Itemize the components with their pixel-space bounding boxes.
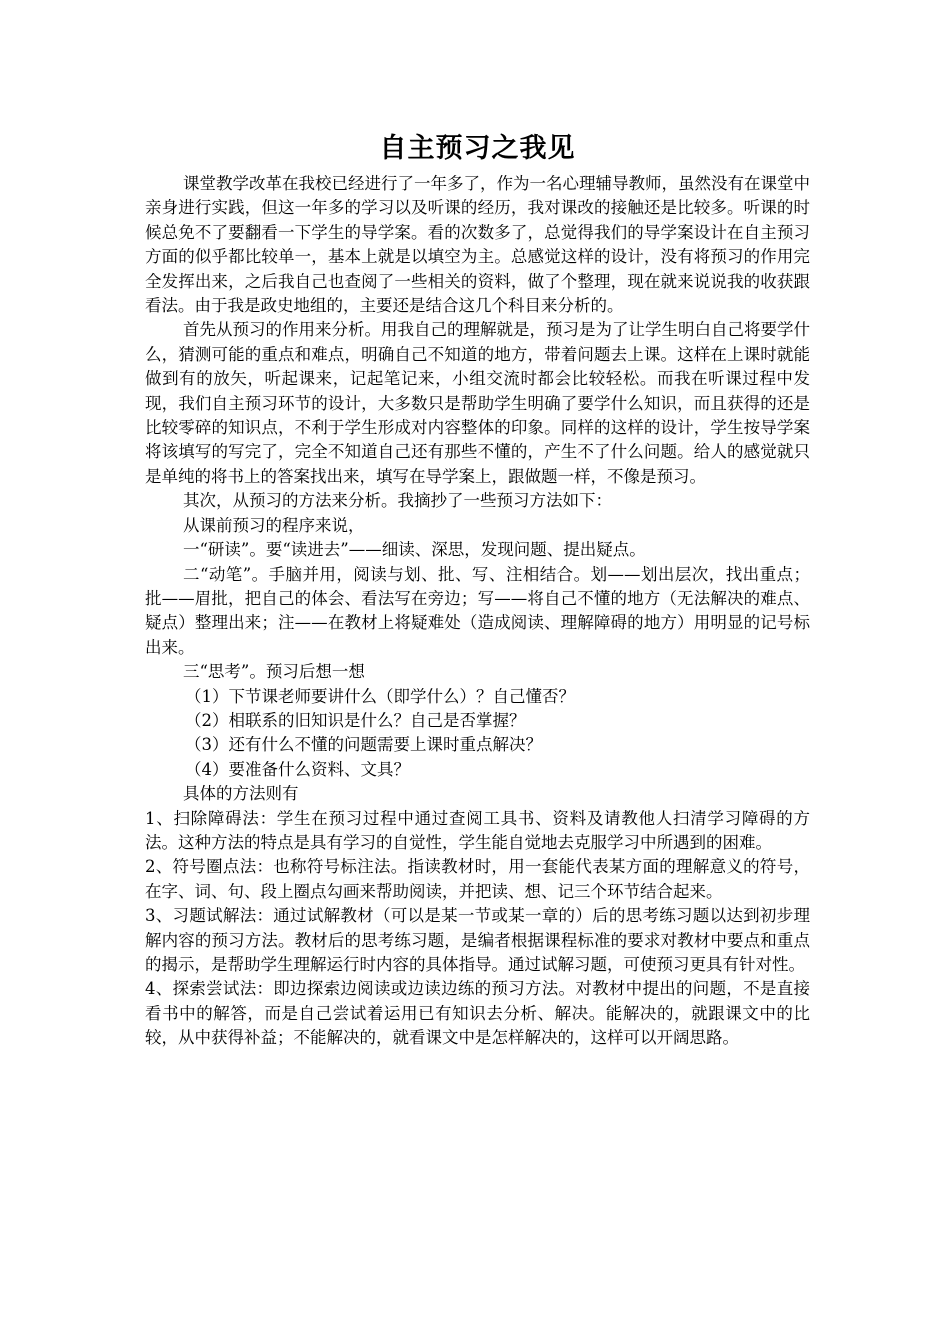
procedure-intro-paragraph: 从课前预习的程序来说， bbox=[183, 515, 365, 535]
step-one-paragraph: 一“研读”。要“读进去”——细读、深思，发现问题、提出疑点。 bbox=[183, 540, 646, 560]
method-item-4: 4、探索尝试法：即边探索边阅读或边读边练的预习方法。对教材中提出的问题，不是直接看书中的解答，而是自己尝试着运用已有知识去分析、解决。能解决的，就跟课文中的比较，从中获得补益；不能解决的，就看课文中是怎样解决的，这样可以开阔思路。 bbox=[145, 979, 810, 1048]
question-item-4: （4）要准备什么资料、文具？ bbox=[185, 759, 410, 779]
step-two-paragraph: 二“动笔”。手脑并用，阅读与划、批、写、注相结合。划——划出层次，找出重点；批——眉批，把自己的体会、看法写在旁边；写——将自己不懂的地方（无法解决的难点、疑点）整理出来；注——在教材上将疑难处（造成阅读、理解障碍的地方）用明显的记号标出来。 bbox=[145, 564, 810, 657]
document-page bbox=[145, 132, 810, 1051]
question-item-1: （1）下节课老师要讲什么（即学什么）？自己懂否？ bbox=[185, 686, 575, 706]
method-intro-paragraph: 其次，从预习的方法来分析。我摘抄了一些预习方法如下： bbox=[183, 491, 612, 511]
method-item-3: 3、习题试解法：通过试解教材（可以是某一节或某一章的）后的思考练习题以达到初步理解内容的预习方法。教材后的思考练习题，是编者根据课程标准的要求对教材中要点和重点的揭示，是帮助学生理解运行时内容的具体指导。通过试解习题，可使预习更具有针对性。 bbox=[145, 906, 810, 974]
question-item-2: （2）相联系的旧知识是什么？自己是否掌握？ bbox=[185, 710, 526, 730]
method-item-1: 1、扫除障碍法：学生在预习过程中通过查阅工具书、资料及请教他人扫清学习障碍的方法。这种方法的特点是具有学习的自觉性，学生能自觉地去克服学习中所遇到的困难。 bbox=[145, 808, 810, 852]
method-item-2: 2、符号圈点法：也称符号标注法。指读教材时，用一套能代表某方面的理解意义的符号，在字、词、句、段上圈点勾画来帮助阅读，并把读、想、记三个环节结合起来。 bbox=[145, 857, 810, 901]
specific-methods-heading: 具体的方法则有 bbox=[183, 784, 299, 804]
function-paragraph: 首先从预习的作用来分析。用我自己的理解就是，预习是为了让学生明白自己将要学什么，猜测可能的重点和难点，明确自己不知道的地方，带着问题去上课。这样在上课时就能做到有的放矢，听起课来，记起笔记来，小组交流时都会比较轻松。而我在听课过程中发现，我们自主预习环节的设计，大多数只是帮助学生明确了要学什么知识，而且获得的还是比较零碎的知识点，不利于学生形成对内容整体的印象。同样的这样的设计，学生按导学案将该填写的写完了，完全不知道自己还有那些不懂的，产生不了什么问题。给人的感觉就只是单纯的将书上的答案找出来，填写在导学案上，跟做题一样，不像是预习。 bbox=[145, 320, 810, 486]
document-title: 自主预习之我见 bbox=[379, 133, 576, 164]
step-three-paragraph: 三“思考”。预习后想一想 bbox=[183, 662, 365, 682]
question-item-3: （3）还有什么不懂的问题需要上课时重点解决？ bbox=[185, 735, 542, 755]
intro-paragraph: 课堂教学改革在我校已经进行了一年多了，作为一名心理辅导教师，虽然没有在课堂中亲身进行实践，但这一年多的学习以及听课的经历，我对课改的接触还是比较多。听课的时候总免不了要翻看一下学生的导学案。看的次数多了，总觉得我们的导学案设计在自主预习方面的似乎都比较单一，基本上就是以填空为主。总感觉这样的设计，没有将预习的作用完全发挥出来，之后我自己也查阅了一些相关的资料，做了个整理，现在就来说说我的收获跟看法。由于我是政史地组的，主要还是结合这几个科目来分析的。 bbox=[145, 174, 810, 316]
